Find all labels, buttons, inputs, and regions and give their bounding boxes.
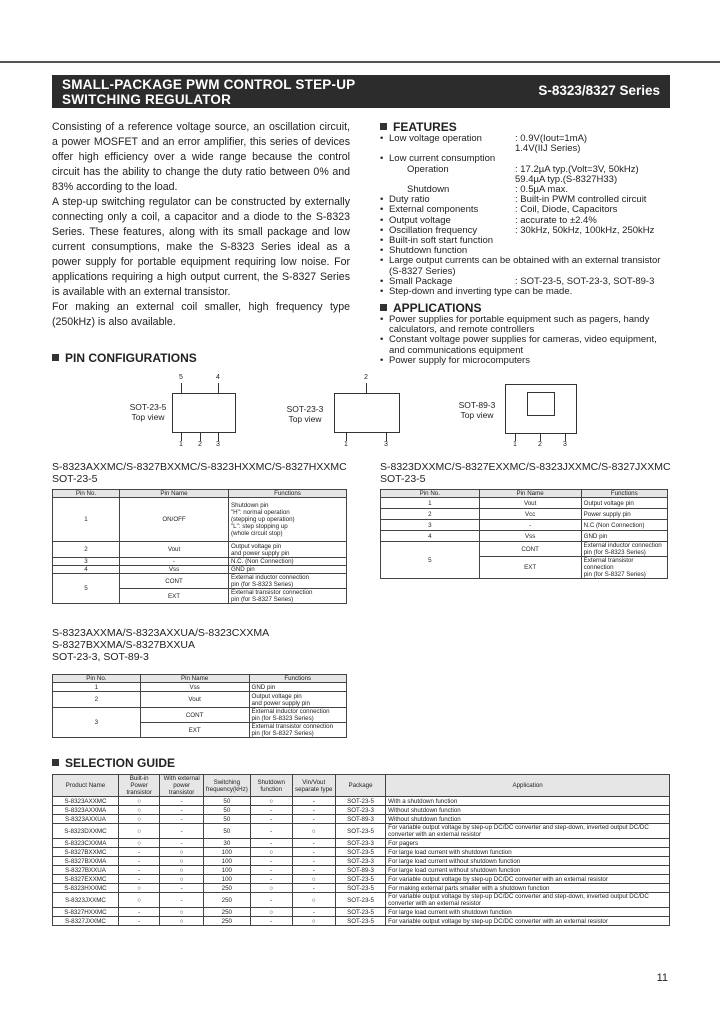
function-cell: GND pin xyxy=(249,683,347,692)
sot-23-5-diagram xyxy=(120,372,240,452)
pin-config-heading: PIN CONFIGURATIONS xyxy=(52,351,197,365)
frequency-cell: 100 xyxy=(203,857,250,866)
table-row xyxy=(53,498,347,542)
sot-23-3-diagram xyxy=(282,372,402,452)
package-cell: SOT-23-5 xyxy=(335,884,385,893)
function-cell: External inductor connection pin (for S-8323 Series) xyxy=(581,542,667,557)
table-row xyxy=(53,857,670,866)
frequency-cell: 50 xyxy=(203,824,250,839)
function-cell: Shutdown pin "H": normal operation (stepping up operation) "L": step stopping up (whole circuit stop) xyxy=(228,498,346,542)
external-transistor-cell: ○ xyxy=(160,857,203,866)
feature-value: : Built-in PWM controlled circuit xyxy=(515,194,647,206)
function-cell: Power supply pin xyxy=(581,509,667,520)
builtin-transistor-cell: - xyxy=(118,848,160,857)
application-cell: For large load current with shutdown function xyxy=(386,908,670,917)
pin-name-cell: Vss xyxy=(120,566,229,574)
external-transistor-cell: ○ xyxy=(160,866,203,875)
pin-number-cell: 1 xyxy=(53,683,141,692)
feature-value: : 0.9V(Iout=1mA) xyxy=(515,133,588,144)
function-cell: Output voltage pin and power supply pin xyxy=(228,542,346,558)
column-header: Switching frequency(kHz) xyxy=(203,775,250,797)
package-cell: SOT-23-3 xyxy=(335,806,385,815)
shutdown-cell: ○ xyxy=(250,908,292,917)
table-row xyxy=(53,908,670,917)
pin-name-cell: - xyxy=(479,520,581,531)
pin-number: 5 xyxy=(179,374,183,381)
table-row xyxy=(53,824,670,839)
square-bullet-icon xyxy=(380,123,387,130)
pin-number-cell: 2 xyxy=(53,692,141,708)
table-row xyxy=(381,520,668,531)
table-row xyxy=(53,866,670,875)
application-cell: For pagers xyxy=(386,839,670,848)
builtin-transistor-cell: ○ xyxy=(118,797,160,806)
application-text: and communications equipment xyxy=(389,344,524,356)
table-row xyxy=(53,848,670,857)
heat-tab xyxy=(527,392,555,416)
features-list xyxy=(380,134,680,297)
separate-type-cell: - xyxy=(292,839,335,848)
feature-label: Small Package xyxy=(389,275,453,287)
external-transistor-cell: ○ xyxy=(160,848,203,857)
table-row xyxy=(381,509,668,520)
frequency-cell: 250 xyxy=(203,908,250,917)
separate-type-cell: - xyxy=(292,884,335,893)
table3-caption: S-8323AXXMA/S-8323AXXUA/S-8323CXXMA S-8327BXXMA/S-8327BXXUA SOT-23-3, SOT-89-3 xyxy=(52,627,270,663)
package-cell: SOT-23-5 xyxy=(335,875,385,884)
bullet-icon: • xyxy=(380,133,384,144)
external-transistor-cell: - xyxy=(160,815,203,824)
builtin-transistor-cell: - xyxy=(118,866,160,875)
builtin-transistor-cell: - xyxy=(118,857,160,866)
table-row xyxy=(53,574,347,589)
application-cell: For variable output voltage by step-up DC/DC converter with an external resistor xyxy=(386,875,670,884)
package-cell: SOT-23-5 xyxy=(335,848,385,857)
frequency-cell: 250 xyxy=(203,917,250,926)
function-cell: External transistor connection pin (for S-8327 Series) xyxy=(228,589,346,604)
features-heading: FEATURES xyxy=(380,120,457,134)
pin-number-cell: 3 xyxy=(53,558,120,566)
separate-type-cell: - xyxy=(292,857,335,866)
application-cell: Without shutdown function xyxy=(386,806,670,815)
application-cell: For large load current without shutdown function xyxy=(386,866,670,875)
frequency-cell: 50 xyxy=(203,815,250,824)
page-number: 11 xyxy=(656,972,668,984)
function-cell: External inductor connection pin (for S-8323 Series) xyxy=(249,708,347,723)
table1-caption: S-8323AXXMC/S-8327BXXMC/S-8323HXXMC/S-8327HXXMC SOT-23-5 xyxy=(52,461,347,485)
pin-name-cell: Vss xyxy=(140,683,249,692)
feature-label: Operation xyxy=(407,163,449,175)
table-row xyxy=(53,875,670,884)
product-name-cell: S-8327BXXUA xyxy=(53,866,119,875)
table-row xyxy=(53,558,347,566)
application-cell: For variable output voltage by step-up DC/DC converter and step-down, inverted output DC/DC converter with an external resistor xyxy=(386,893,670,908)
builtin-transistor-cell: ○ xyxy=(118,815,160,824)
feature-value: : SOT-23-5, SOT-23-3, SOT-89-3 xyxy=(515,275,655,287)
column-header: Pin Name xyxy=(120,490,229,498)
package-name: SOT-23-3 xyxy=(286,404,324,414)
feature-label: Output voltage xyxy=(389,214,451,226)
external-transistor-cell: - xyxy=(160,806,203,815)
pin-name-cell: Vout xyxy=(140,692,249,708)
builtin-transistor-cell: ○ xyxy=(118,824,160,839)
feature-item xyxy=(380,287,680,297)
product-name-cell: S-8323JXXMC xyxy=(53,893,119,908)
bullet-icon: • xyxy=(380,153,384,165)
feature-value: 1.4V(IIJ Series) xyxy=(515,143,581,155)
pin-name-cell: ON/OFF xyxy=(120,498,229,542)
shutdown-cell: - xyxy=(250,866,292,875)
pin-name-cell: Vout xyxy=(479,498,581,509)
feature-label: Built-in soft start function xyxy=(389,235,494,247)
shutdown-cell: ○ xyxy=(250,797,292,806)
table-row xyxy=(53,797,670,806)
pin-number: 2 xyxy=(538,441,542,448)
column-header: Shutdown function xyxy=(250,775,292,797)
builtin-transistor-cell: ○ xyxy=(118,806,160,815)
package-cell: SOT-89-3 xyxy=(335,815,385,824)
column-header: Package xyxy=(335,775,385,797)
column-header: Functions xyxy=(228,490,346,498)
table-row xyxy=(53,815,670,824)
feature-value: : 0.5µA max. xyxy=(515,184,568,196)
package-body xyxy=(172,393,236,433)
column-header: Functions xyxy=(249,675,347,683)
column-header: Built-in Power transistor xyxy=(118,775,160,797)
bullet-icon: • xyxy=(380,235,384,247)
intro-text xyxy=(52,120,350,330)
sot-89-3-diagram xyxy=(455,372,595,452)
title-line-2: SWITCHING REGULATOR xyxy=(62,92,232,107)
package-cell: SOT-89-3 xyxy=(335,866,385,875)
function-cell: External inductor connection pin (for S-8323 Series) xyxy=(228,574,346,589)
applications-heading: APPLICATIONS xyxy=(380,301,481,315)
bullet-icon xyxy=(380,165,389,175)
package-cell: SOT-23-3 xyxy=(335,839,385,848)
feature-label: Shutdown function xyxy=(389,245,468,257)
title-line-1: SMALL-PACKAGE PWM CONTROL STEP-UP xyxy=(62,77,356,92)
pin-number-cell: 1 xyxy=(53,498,120,542)
intro-paragraph-1: Consisting of a reference voltage source, an oscillation circuit, a power MOSFET and an error amplifier, this series of devices offer high efficiency over a wide range because the control circuit has the ability to change the duty ratio between 0% and 83% according to the load. xyxy=(52,121,350,193)
bullet-icon: • xyxy=(380,245,384,257)
bullet-icon: • xyxy=(380,214,384,226)
column-header: Pin No. xyxy=(53,490,120,498)
pin-number-cell: 5 xyxy=(53,574,120,604)
shutdown-cell: - xyxy=(250,806,292,815)
column-header: With external power transistor xyxy=(160,775,203,797)
builtin-transistor-cell: - xyxy=(118,908,160,917)
table2-caption: S-8323DXXMC/S-8327EXXMC/S-8323JXXMC/S-8327JXXMC SOT-23-5 xyxy=(380,461,671,485)
pin-name-cell: CONT xyxy=(140,708,249,723)
external-transistor-cell: ○ xyxy=(160,875,203,884)
application-text: Power supply for microcomputers xyxy=(389,354,530,366)
table-row xyxy=(53,692,347,708)
product-name-cell: S-8323AXXMA xyxy=(53,806,119,815)
feature-label: Low voltage operation xyxy=(389,133,482,144)
table-row xyxy=(53,542,347,558)
feature-label: Shutdown xyxy=(407,184,450,196)
top-rule xyxy=(0,61,720,63)
pin-name-cell: EXT xyxy=(120,589,229,604)
feature-label: Low current consumption xyxy=(389,153,496,165)
package-cell: SOT-23-3 xyxy=(335,857,385,866)
pin-number: 2 xyxy=(364,374,368,381)
external-transistor-cell: - xyxy=(160,839,203,848)
product-name-cell: S-8327BXXMA xyxy=(53,857,119,866)
pin-number: 1 xyxy=(344,441,348,448)
bullet-icon: • xyxy=(380,286,384,298)
frequency-cell: 30 xyxy=(203,839,250,848)
bullet-icon: • xyxy=(380,275,384,287)
frequency-cell: 100 xyxy=(203,866,250,875)
pin-number-cell: 3 xyxy=(53,708,141,738)
package-name: SOT-89-3 xyxy=(458,400,496,410)
pin-name-cell: CONT xyxy=(120,574,229,589)
bullet-icon: • xyxy=(380,194,384,206)
bullet-icon: • xyxy=(380,314,384,325)
shutdown-cell: ○ xyxy=(250,848,292,857)
feature-value xyxy=(515,236,680,246)
product-name-cell: S-8323AXXUA xyxy=(53,815,119,824)
feature-label: Oscillation frequency xyxy=(389,224,478,236)
pin-number: 1 xyxy=(513,441,517,448)
square-bullet-icon xyxy=(52,354,59,361)
application-item xyxy=(380,356,680,366)
shutdown-cell: - xyxy=(250,815,292,824)
application-cell: Without shutdown function xyxy=(386,815,670,824)
column-header: Product Name xyxy=(53,775,119,797)
builtin-transistor-cell: ○ xyxy=(118,884,160,893)
application-text: calculators, and remote controllers xyxy=(389,324,535,336)
separate-type-cell: ○ xyxy=(292,917,335,926)
application-text: Constant voltage power supplies for cameras, video equipment, xyxy=(389,334,657,346)
pin-table-sot23-3 xyxy=(52,674,347,738)
application-cell: For large load current with shutdown function xyxy=(386,848,670,857)
column-header: Pin No. xyxy=(381,490,480,498)
separate-type-cell: ○ xyxy=(292,893,335,908)
pin-number-cell: 3 xyxy=(381,520,480,531)
external-transistor-cell: ○ xyxy=(160,917,203,926)
function-cell: N.C (Non Connection) xyxy=(581,520,667,531)
table-row xyxy=(53,566,347,574)
product-name-cell: S-8327BXXMC xyxy=(53,848,119,857)
table-row xyxy=(53,917,670,926)
builtin-transistor-cell: ○ xyxy=(118,839,160,848)
pin-name-cell: Vcc xyxy=(479,509,581,520)
function-cell: External transistor connection pin (for S-8327 Series) xyxy=(581,557,667,579)
series-name: S-8323/8327 Series xyxy=(538,83,660,98)
separate-type-cell: ○ xyxy=(292,875,335,884)
package-cell: SOT-23-5 xyxy=(335,824,385,839)
column-header: Pin Name xyxy=(140,675,249,683)
feature-label: Step-down and inverting type can be made. xyxy=(389,286,573,298)
application-cell: With a shutdown function xyxy=(386,797,670,806)
table-row xyxy=(53,884,670,893)
table-row xyxy=(381,531,668,542)
application-text: Power supplies for portable equipment such as pagers, handy xyxy=(389,314,650,325)
function-cell: External transistor connection pin (for S-8327 Series) xyxy=(249,723,347,738)
table-row xyxy=(53,839,670,848)
table-row xyxy=(53,806,670,815)
pin-number: 3 xyxy=(216,441,220,448)
external-transistor-cell: - xyxy=(160,824,203,839)
builtin-transistor-cell: - xyxy=(118,917,160,926)
pin-number: 1 xyxy=(179,441,183,448)
table-row xyxy=(53,683,347,692)
feature-label: External components xyxy=(389,204,479,216)
pin-number: 3 xyxy=(384,441,388,448)
product-name-cell: S-8323AXXMC xyxy=(53,797,119,806)
function-cell: GND pin xyxy=(228,566,346,574)
builtin-transistor-cell: - xyxy=(118,875,160,884)
separate-type-cell: - xyxy=(292,866,335,875)
pin-name-cell: - xyxy=(120,558,229,566)
separate-type-cell: - xyxy=(292,815,335,824)
table-row xyxy=(53,893,670,908)
feature-value: : 30kHz, 50kHz, 100kHz, 250kHz xyxy=(515,224,655,236)
function-cell: Output voltage pin xyxy=(581,498,667,509)
separate-type-cell: ○ xyxy=(292,824,335,839)
feature-value: : Coil, Diode, Capacitors xyxy=(515,204,618,216)
external-transistor-cell: ○ xyxy=(160,908,203,917)
package-body xyxy=(334,393,400,433)
square-bullet-icon xyxy=(380,304,387,311)
package-name: SOT-23-5 xyxy=(129,402,167,412)
package-cell: SOT-23-5 xyxy=(335,917,385,926)
application-cell: For variable output voltage by step-up DC/DC converter with an external resistor xyxy=(386,917,670,926)
application-cell: For large load current without shutdown function xyxy=(386,857,670,866)
pin-table-sot23-5-b xyxy=(380,489,668,579)
bullet-icon: • xyxy=(380,334,384,346)
pin-name-cell: EXT xyxy=(140,723,249,738)
application-cell: For variable output voltage by step-up DC/DC converter and step-down, inverted output DC/DC converter with an external resistor xyxy=(386,824,670,839)
frequency-cell: 250 xyxy=(203,893,250,908)
frequency-cell: 250 xyxy=(203,884,250,893)
external-transistor-cell: - xyxy=(160,884,203,893)
feature-value: : 17.2µA typ.(Volt=3V, 50kHz) xyxy=(515,163,639,175)
product-name-cell: S-8323HXXMC xyxy=(53,884,119,893)
pin-name-cell: EXT xyxy=(479,557,581,579)
top-view-label: Top view xyxy=(460,410,494,420)
separate-type-cell: - xyxy=(292,908,335,917)
pin-name-cell: CONT xyxy=(479,542,581,557)
bullet-icon xyxy=(380,175,389,185)
pin-number-cell: 2 xyxy=(53,542,120,558)
package-cell: SOT-23-5 xyxy=(335,893,385,908)
pin-number: 3 xyxy=(563,441,567,448)
shutdown-cell: - xyxy=(250,875,292,884)
bullet-icon: • xyxy=(380,354,384,366)
top-view-label: Top view xyxy=(288,414,322,424)
product-name-cell: S-8327JXXMC xyxy=(53,917,119,926)
square-bullet-icon xyxy=(52,759,59,766)
feature-value: : accurate to ±2.4% xyxy=(515,214,597,226)
builtin-transistor-cell: ○ xyxy=(118,893,160,908)
function-cell: N.C. (Non Connection) xyxy=(228,558,346,566)
frequency-cell: 50 xyxy=(203,806,250,815)
feature-label: Large output currents can be obtained with an external transistor xyxy=(389,255,661,267)
separate-type-cell: - xyxy=(292,848,335,857)
external-transistor-cell: - xyxy=(160,797,203,806)
separate-type-cell: - xyxy=(292,797,335,806)
intro-paragraph-3: For making an external coil smaller, high frequency type (250kHz) is also available. xyxy=(52,301,350,328)
product-name-cell: S-8323DXXMC xyxy=(53,824,119,839)
top-view-label: Top view xyxy=(131,412,165,422)
shutdown-cell: - xyxy=(250,917,292,926)
package-cell: SOT-23-5 xyxy=(335,908,385,917)
table-row xyxy=(381,542,668,557)
function-cell: Output voltage pin and power supply pin xyxy=(249,692,347,708)
feature-label: Duty ratio xyxy=(389,194,430,206)
selection-guide-table xyxy=(52,774,670,926)
function-cell: GND pin xyxy=(581,531,667,542)
bullet-icon: • xyxy=(380,204,384,216)
shutdown-cell: - xyxy=(250,839,292,848)
package-cell: SOT-23-5 xyxy=(335,797,385,806)
pin-number: 4 xyxy=(216,374,220,381)
pin-number-cell: 2 xyxy=(381,509,480,520)
product-name-cell: S-8323CXXMA xyxy=(53,839,119,848)
shutdown-cell: ○ xyxy=(250,884,292,893)
shutdown-cell: - xyxy=(250,824,292,839)
separate-type-cell: - xyxy=(292,806,335,815)
feature-label: (S-8327 Series) xyxy=(389,265,456,277)
external-transistor-cell: - xyxy=(160,893,203,908)
pin-number-cell: 5 xyxy=(381,542,480,579)
applications-list xyxy=(380,315,680,366)
bullet-icon: • xyxy=(380,255,384,267)
product-name-cell: S-8327EXXMC xyxy=(53,875,119,884)
frequency-cell: 100 xyxy=(203,875,250,884)
column-header: Pin No. xyxy=(53,675,141,683)
pin-number-cell: 4 xyxy=(381,531,480,542)
product-name-cell: S-8327HXXMC xyxy=(53,908,119,917)
pin-number-cell: 4 xyxy=(53,566,120,574)
table-row xyxy=(53,708,347,723)
pin-number-cell: 1 xyxy=(381,498,480,509)
frequency-cell: 50 xyxy=(203,797,250,806)
pin-number: 2 xyxy=(198,441,202,448)
pin-name-cell: Vout xyxy=(120,542,229,558)
table-row xyxy=(381,498,668,509)
column-header: Application xyxy=(386,775,670,797)
column-header: Functions xyxy=(581,490,667,498)
selection-guide-heading: SELECTION GUIDE xyxy=(52,756,175,770)
intro-paragraph-2: A step-up switching regulator can be constructed by externally connecting only a coil, a capacitor and a diode to the S-8323 Series. These features, along with its small package and low current consumptions, make the S-8323 Series ideal as a power supply for portable equipment requiring low noise. For applications requiring a high output current, the S-8327 Series is available with an external transistor. xyxy=(52,196,350,298)
shutdown-cell: - xyxy=(250,857,292,866)
column-header: Pin Name xyxy=(479,490,581,498)
shutdown-cell: - xyxy=(250,893,292,908)
pin-name-cell: Vss xyxy=(479,531,581,542)
frequency-cell: 100 xyxy=(203,848,250,857)
column-header: Vin/Vout separate type xyxy=(292,775,335,797)
feature-value: 59.4µA typ.(S-8327H33) xyxy=(515,173,618,185)
pin-table-sot23-5-a xyxy=(52,489,347,604)
title-banner xyxy=(52,75,670,108)
application-cell: For making external parts smaller with a shutdown function xyxy=(386,884,670,893)
bullet-icon: • xyxy=(380,224,384,236)
